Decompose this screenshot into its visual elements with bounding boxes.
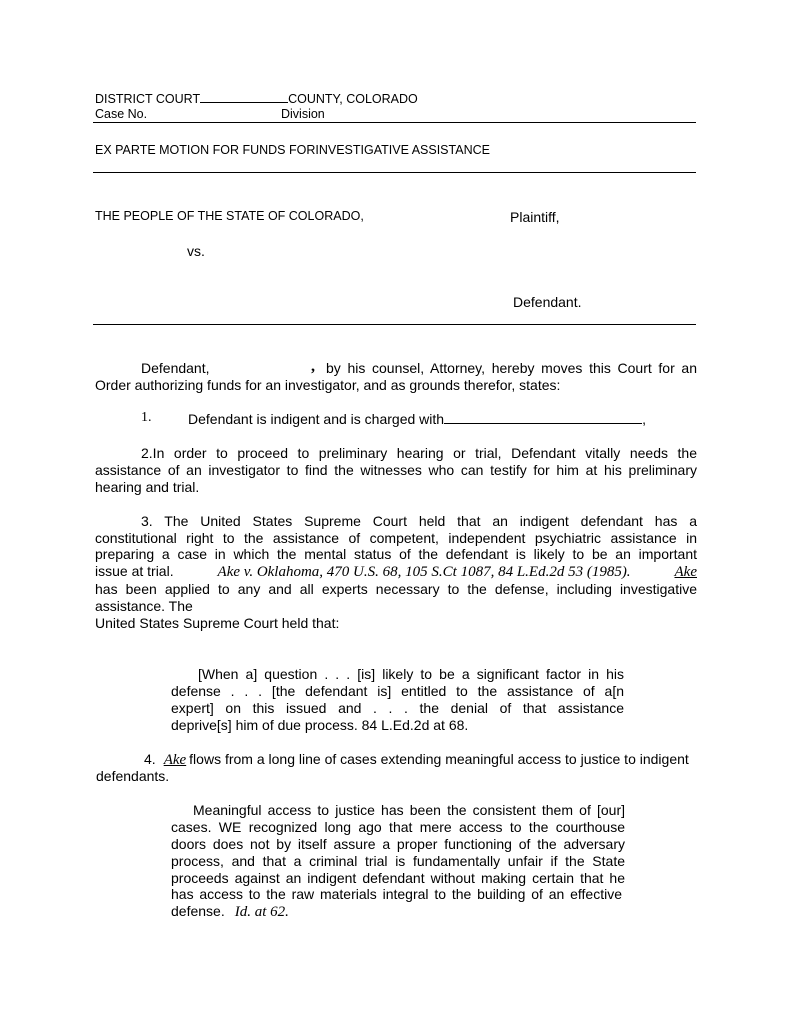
item3-line7: United States Supreme Court held that: xyxy=(95,615,340,631)
caption-rule xyxy=(93,324,696,325)
intro-line1: by his counsel, Attorney, hereby moves this Court for an xyxy=(326,360,697,376)
item3-line4 xyxy=(95,563,697,581)
item4-line2: defendants. xyxy=(96,768,170,784)
people-party: THE PEOPLE OF THE STATE OF COLORADO, xyxy=(95,209,364,223)
quote2-line1: Meaningful access to justice has been the consistent them of [our] xyxy=(193,802,625,818)
item1-text xyxy=(188,410,646,427)
intro-comma: , xyxy=(311,358,315,375)
defendant-label: Defendant. xyxy=(513,294,582,310)
item4-line1-rest: flows from a long line of cases extending meaningful access to justice to indigent xyxy=(189,751,689,767)
document-title: EX PARTE MOTION FOR FUNDS FORINVESTIGATIVE ASSISTANCE xyxy=(95,143,490,157)
title-rule xyxy=(93,172,696,173)
quote2-line2: cases. WE recognized long ago that mere access to the courthouse xyxy=(171,819,625,835)
quote2-line7 xyxy=(171,903,289,921)
quote1-line3: expert] on this issued and . . . the denial of that assistance xyxy=(171,700,624,716)
item4-line1 xyxy=(144,751,699,769)
item2-line1: 2.In order to proceed to preliminary hearing or trial, Defendant vitally needs the xyxy=(141,445,697,461)
item4-number: 4. xyxy=(144,751,156,767)
item2-line2: assistance of an investigator to find the witnesses who can testify for him at his preliminary xyxy=(95,462,697,478)
item2-line3: hearing and trial. xyxy=(95,479,200,495)
item3-line6: assistance. The xyxy=(95,598,193,614)
case-no-label: Case No. xyxy=(95,107,148,121)
county-state-label: COUNTY, COLORADO xyxy=(288,92,418,106)
plaintiff-label: Plaintiff, xyxy=(510,209,560,225)
item3-line2: constitutional right to the assistance of competent, independent psychiatric assistance in xyxy=(95,530,697,546)
id-citation: Id. at 62. xyxy=(234,904,289,920)
quote2-line3: doors does not by itself assure a proper functioning of the adversary xyxy=(171,836,625,852)
item3-line3: preparing a case in which the mental status of the defendant is likely to be an important xyxy=(95,546,697,562)
ake-citation: Ake v. Oklahoma, 470 U.S. 68, 105 S.Ct 1087, 84 L.Ed.2d 53 (1985). xyxy=(217,564,631,580)
charge-blank xyxy=(444,410,642,424)
versus-label: vs. xyxy=(187,243,205,259)
item3-line4-lead: issue at trial. xyxy=(95,563,174,579)
item1-end: , xyxy=(642,411,646,427)
quote2-line6: has access to the raw materials integral to the building of an effective xyxy=(171,886,622,902)
item4-ake: Ake xyxy=(163,752,187,768)
quote2-line4: process, and that a criminal trial is fundamentally unfair if the State xyxy=(171,853,625,869)
quote2-line7-lead: defense. xyxy=(171,903,225,919)
item1-number: 1. xyxy=(141,410,152,425)
ake-reference: Ake xyxy=(674,564,697,580)
court-header xyxy=(95,90,418,106)
header-rule xyxy=(93,122,696,123)
court-label: DISTRICT COURT xyxy=(95,92,201,106)
quote1-line4: deprive[s] him of due process. 84 L.Ed.2d at 68. xyxy=(171,717,469,733)
county-blank xyxy=(200,90,288,103)
quote1-line1: [When a] question . . . [is] likely to be a significant factor in his xyxy=(198,666,624,682)
division-label: Division xyxy=(281,107,325,121)
item1-label: Defendant is indigent and is charged with xyxy=(188,411,445,427)
intro-defendant: Defendant, xyxy=(141,360,210,376)
intro-line2: Order authorizing funds for an investigator, and as grounds therefor, states: xyxy=(95,377,561,393)
item3-line5: has been applied to any and all experts necessary to the defense, including investigative xyxy=(95,581,697,597)
quote1-line2: defense . . . [the defendant is] entitled to the assistance of a[n xyxy=(171,683,624,699)
quote2-line5: proceeds against an indigent defendant without making certain that he xyxy=(171,870,625,886)
item3-line1: 3. The United States Supreme Court held that an indigent defendant has a xyxy=(141,513,697,529)
